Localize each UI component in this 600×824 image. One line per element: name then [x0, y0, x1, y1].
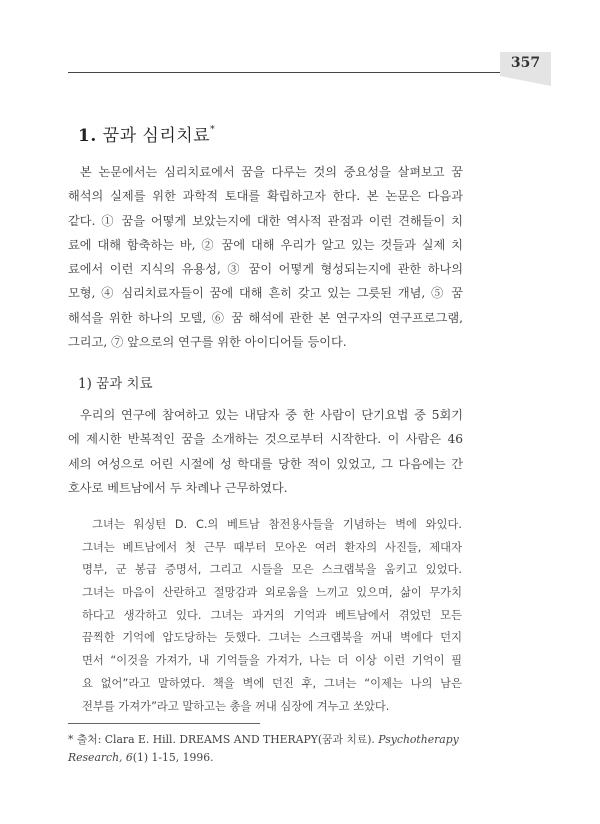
quote-line: 그녀는 베트남에서 첫 근무 때부터 모아온 여러 환자의 사진들, 제대자 [82, 540, 462, 554]
footnote-journal: Psychotherapy Research, [68, 733, 459, 764]
footnote-marker: * [210, 125, 216, 136]
text-line: 본 논문에서는 심리치료에서 꿈을 다루는 것의 중요성을 살펴보고 꿈 [80, 165, 463, 179]
footnote-source-label: 출처: [76, 733, 102, 746]
text-line: 해석을 위한 하나의 모델, ⑥ 꿈 해석에 관한 본 연구자의 연구프로그램, [68, 310, 463, 325]
text-line: 우리의 연구에 참여하고 있는 내담자 중 한 사람이 단기요법 중 5회기 [80, 408, 463, 422]
footnote-rule [68, 723, 260, 724]
header-rule [68, 72, 500, 73]
section-number: 1. [78, 126, 97, 146]
text-line: 료에서 이런 지식의 유용성, ③ 꿈이 어떻게 형성되는지에 관한 하나의 [68, 262, 463, 277]
footnote [68, 731, 468, 767]
case-paragraph [68, 403, 463, 500]
footnote-issue-pages: (1) 1-15, 1996. [132, 751, 214, 764]
quote-line: 그녀는 워싱턴 D. C.의 베트남 참전용사들을 기념하는 벽에 와있다. [92, 518, 462, 531]
text-line: 모형, ④ 심리치료자들이 꿈에 대해 흔히 갖고 있는 그릇된 개념, ⑤ 꿈 [68, 286, 463, 301]
text-line: 호사로 베트남에서 두 차례나 근무하였다. [68, 480, 288, 495]
text-line: 그리고, ⑦ 앞으로의 연구를 위한 아이디어들 등이다. [68, 335, 347, 350]
quote-line: 그녀는 마음이 산란하고 절망감과 외로움을 느끼고 있으며, 삶이 무가치 [82, 586, 462, 600]
quote-line: 하다고 생각하고 있다. 그녀는 과거의 기억과 베트남에서 겪었던 모든 [82, 608, 462, 622]
footnote-citation: Clara E. Hill. DREAMS AND THERAPY(꿈과 치료). [104, 733, 375, 746]
quote-line: 면서 “이것을 가져가, 내 기억들을 가져가, 나는 더 이상 이런 기억이 필 [82, 654, 462, 668]
footnote-volume: 6 [125, 751, 133, 764]
intro-paragraph [68, 160, 463, 354]
footnote-marker: * [68, 733, 74, 746]
section-title [78, 121, 215, 146]
text-line: 에 제시한 반복적인 꿈을 소개하는 것으로부터 시작한다. 이 사람은 46 [68, 432, 463, 447]
text-line: 세의 여성으로 어린 시절에 성 학대를 당한 적이 있었고, 그 다음에는 간 [68, 456, 463, 471]
quote-line: 끔찍한 기억에 압도당하는 듯했다. 그녀는 스크랩북을 꺼내 벽에다 던지 [82, 631, 462, 645]
section-title-text: 꿈과 심리치료 [102, 126, 211, 146]
text-line: 료에 대해 함축하는 바, ② 꿈에 대해 우리가 알고 있는 것들과 실제 치 [68, 237, 463, 252]
quote-line: 요 없어”라고 말하였다. 책을 벽에 던진 후, 그녀는 “이제는 나의 남은 [82, 676, 462, 690]
dream-quote [82, 514, 462, 718]
page-number: 357 [510, 55, 541, 71]
text-line: 같다. ① 꿈을 어떻게 보았는지에 대한 역사적 관점과 이런 견해들이 치 [68, 213, 463, 228]
quote-line: 명부, 군 봉급 증명서, 그리고 시들을 모은 스크랩북을 움키고 있었다. [82, 563, 462, 577]
quote-line: 전부를 가져가”라고 말하고는 총을 꺼내 심장에 겨누고 쏘았다. [82, 699, 390, 713]
subsection-title: 1) 꿈과 치료 [78, 376, 153, 392]
text-line: 해석의 실제를 위한 과학적 토대를 확립하고자 한다. 본 논문은 다음과 [68, 189, 463, 204]
